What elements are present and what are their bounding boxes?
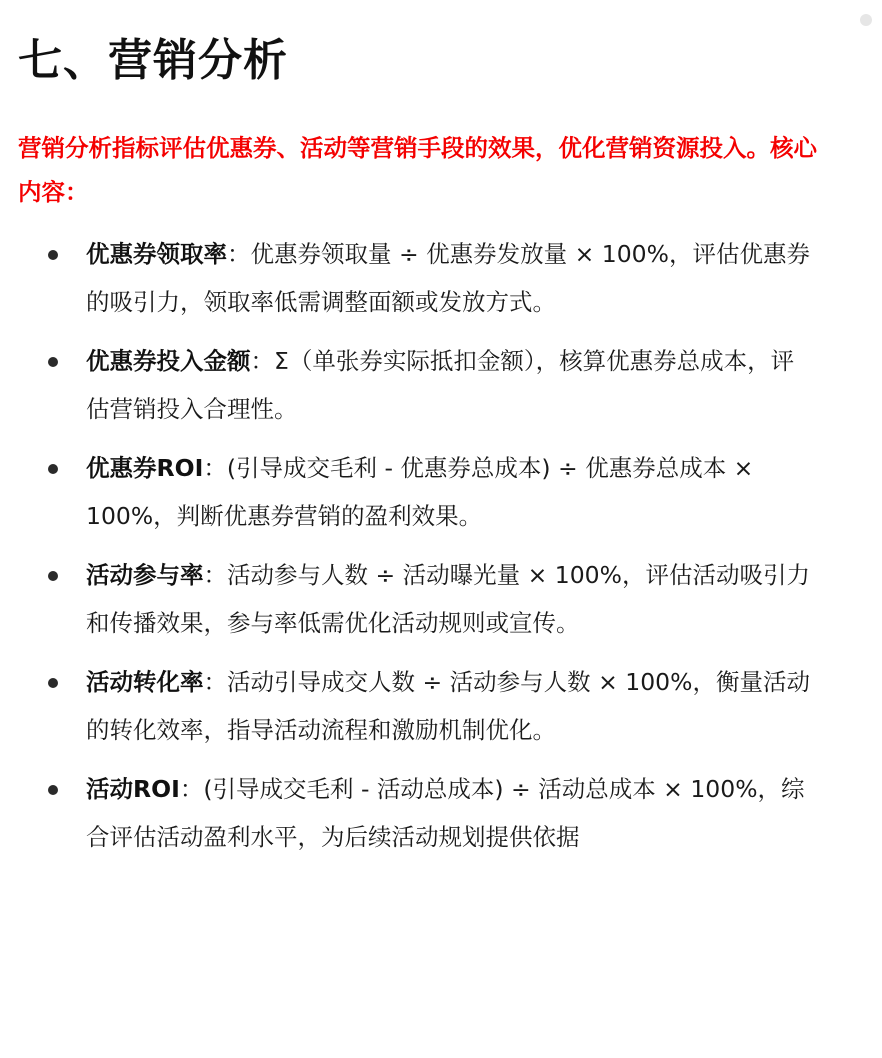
- metric-description: ：活动参与人数 ÷ 活动曝光量 × 100%，评估活动吸引力和传播效果，参与率低需优化活动规则或宣传。: [86, 561, 810, 637]
- corner-indicator: [860, 14, 872, 26]
- page-title: 七、营销分析: [18, 35, 288, 86]
- metric-name: 优惠券ROI: [86, 454, 204, 482]
- list-item: [0, 337, 812, 433]
- metric-description: ：Σ（单张券实际抵扣金额），核算优惠券总成本，评估营销投入合理性。: [86, 347, 795, 423]
- list-item: [0, 230, 812, 326]
- bullet-icon: [48, 678, 58, 688]
- metric-description: ：优惠券领取量 ÷ 优惠券发放量 × 100%，评估优惠券的吸引力，领取率低需调整面额或发放方式。: [86, 240, 810, 316]
- metric-description: ：(引导成交毛利 - 活动总成本) ÷ 活动总成本 × 100%，综合评估活动盈利水平，为后续活动规划提供依据: [86, 775, 805, 851]
- bullet-icon: [48, 571, 58, 581]
- bullet-icon: [48, 464, 58, 474]
- bullet-icon: [48, 250, 58, 260]
- metric-name: 活动参与率: [86, 561, 204, 589]
- list-item: [0, 765, 812, 861]
- metric-name: 优惠券领取率: [86, 240, 227, 268]
- bullet-icon: [48, 357, 58, 367]
- metric-list: [0, 230, 882, 872]
- metric-name: 优惠券投入金额: [86, 347, 251, 375]
- metric-description: ：活动引导成交人数 ÷ 活动参与人数 × 100%，衡量活动的转化效率，指导活动流程和激励机制优化。: [86, 668, 810, 744]
- metric-name: 活动ROI: [86, 775, 180, 803]
- bullet-icon: [48, 785, 58, 795]
- list-item: [0, 551, 812, 647]
- metric-name: 活动转化率: [86, 668, 204, 696]
- intro-paragraph: 营销分析指标评估优惠券、活动等营销手段的效果，优化营销资源投入。核心内容：: [18, 134, 817, 206]
- list-item: [0, 658, 812, 754]
- list-item: [0, 444, 812, 540]
- metric-description: ：(引导成交毛利 - 优惠券总成本) ÷ 优惠券总成本 × 100%，判断优惠券营销的盈利效果。: [86, 454, 754, 530]
